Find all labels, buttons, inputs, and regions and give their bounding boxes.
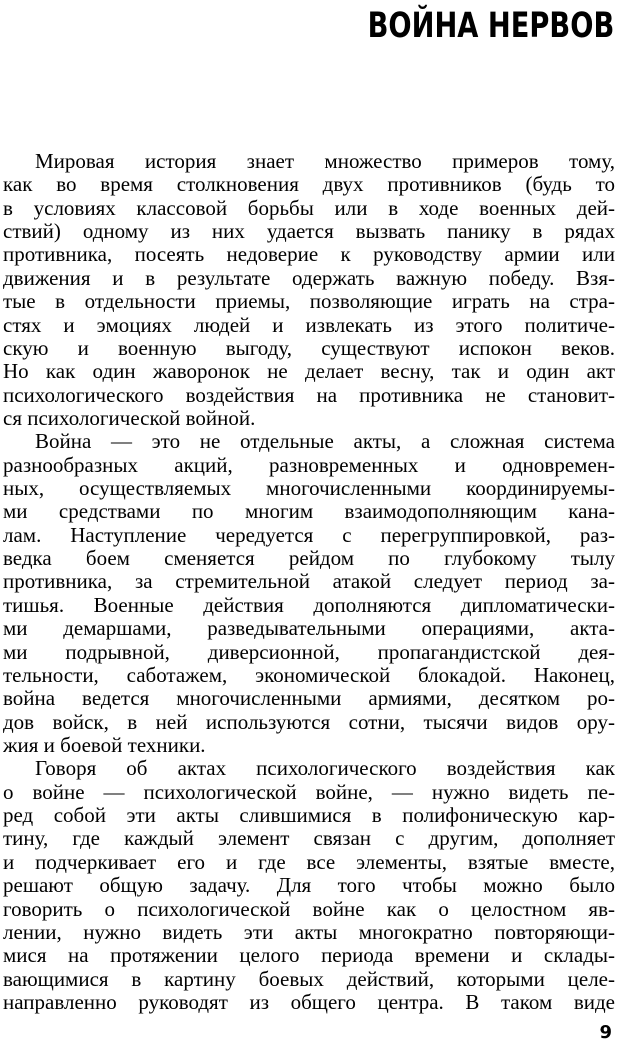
text-line: тые в отдельности приемы, позволяющие играть на стра- <box>3 290 615 314</box>
text-line: направленно руководят из общего центра. В таком виде <box>3 990 615 1014</box>
chapter-title: ВОЙНА НЕРВОВ <box>367 6 614 46</box>
text-line: война ведется многочисленными армиями, десятком ро- <box>3 687 615 711</box>
body-text <box>3 150 615 1014</box>
text-line: ми средствами по многим взаимодополняющим кана- <box>3 500 615 524</box>
text-line: и подчеркивает его и где все элементы, взятые вместе, <box>3 850 615 874</box>
text-line: ствий) одному из них удается вызвать панику в рядах <box>3 220 615 244</box>
text-line: тину, где каждый элемент связан с другим, дополняет <box>3 827 615 851</box>
page-number: 9 <box>599 1022 612 1043</box>
text-line: противника, посеять недоверие к руководству армии или <box>3 243 615 267</box>
text-line: ведка боем сменяется рейдом по глубокому тылу <box>3 547 615 571</box>
text-line: скую и военную выгоду, существуют испокон веков. <box>3 336 615 360</box>
text-line: тишья. Военные действия дополняются дипломатически- <box>3 593 615 617</box>
text-line: лам. Наступление чередуется с перегруппировкой, раз- <box>3 523 615 547</box>
text-line: говорить о психологической войне как о целостном яв- <box>3 897 615 921</box>
text-line: ми подрывной, диверсионной, пропагандистской дея- <box>3 640 615 664</box>
text-line: ных, осуществляемых многочисленными координируемы- <box>3 477 615 501</box>
text-line: стях и эмоциях людей и извлекать из этого политиче- <box>3 313 615 337</box>
text-line: мися на протяжении целого периода времени и склады- <box>3 944 615 968</box>
text-line: движения и в результате одержать важную победу. Взя- <box>3 266 615 290</box>
text-line: Война — это не отдельные акты, а сложная система <box>35 430 615 454</box>
text-line: лении, нужно видеть эти акты многократно повторяющи- <box>3 920 615 944</box>
text-line: ред собой эти акты слившимися в полифоническую кар- <box>3 804 615 828</box>
text-line: Но как один жаворонок не делает весну, так и один акт <box>3 360 615 384</box>
text-line: в условиях классовой борьбы или в ходе военных дей- <box>3 196 615 220</box>
text-line: о войне — психологической войне, — нужно видеть пе- <box>3 780 615 804</box>
text-line: дов войск, в ней используются сотни, тысячи видов ору- <box>3 710 615 734</box>
text-line: Мировая история знает множество примеров тому, <box>35 150 615 173</box>
text-line: противника, за стремительной атакой следует период за- <box>3 570 615 594</box>
text-line: психологического воздействия на противника не становит- <box>3 383 615 407</box>
text-line: ся психологической войной. <box>3 406 256 430</box>
text-line: вающимися в картину боевых действий, которыми целе- <box>3 967 615 991</box>
text-line: решают общую задачу. Для того чтобы можно было <box>3 874 615 898</box>
text-line: Говоря об актах психологического воздействия как <box>35 757 615 781</box>
text-line: тельности, саботажем, экономической блокадой. Наконец, <box>3 663 615 687</box>
text-line: разнообразных акций, разновременных и одновремен- <box>3 453 615 477</box>
text-line: жия и боевой техники. <box>3 733 206 757</box>
text-line: ми демаршами, разведывательными операциями, акта- <box>3 617 615 641</box>
text-line: как во время столкновения двух противников (будь то <box>3 173 615 197</box>
